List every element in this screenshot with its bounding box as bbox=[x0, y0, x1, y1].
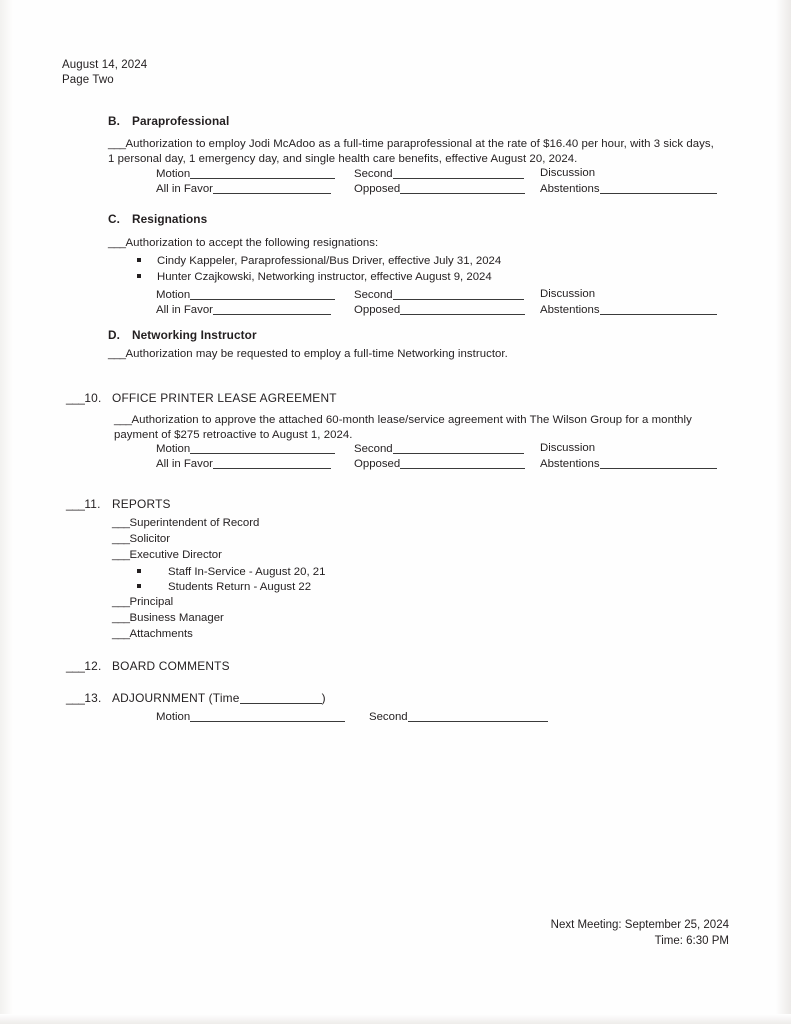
header-date: August 14, 2024 bbox=[62, 59, 148, 71]
motion-row-2 bbox=[156, 457, 718, 472]
agenda-item-13 bbox=[66, 691, 326, 705]
agenda-item-12 bbox=[66, 659, 230, 673]
abstentions-rule[interactable] bbox=[600, 303, 717, 315]
square-bullet-icon bbox=[137, 258, 141, 262]
abstentions-label: Abstentions bbox=[540, 304, 600, 316]
opposed-wrap bbox=[354, 303, 525, 316]
section-c-bullet-2: Hunter Czajkowski, Networking instructor, effective August 9, 2024 bbox=[157, 271, 492, 283]
opposed-label: Opposed bbox=[354, 304, 401, 316]
second-label-wrap bbox=[354, 167, 524, 180]
agenda-item-11 bbox=[66, 497, 171, 511]
agenda-item-13-title-suffix: ) bbox=[321, 691, 326, 705]
report-blank-line[interactable]: ___ bbox=[112, 628, 130, 640]
abstentions-rule[interactable] bbox=[600, 182, 717, 194]
report-blank-line[interactable]: ___ bbox=[112, 549, 130, 561]
abstentions-rule[interactable] bbox=[600, 457, 717, 469]
item-10-blank-line[interactable]: ___ bbox=[114, 414, 132, 426]
report-item-principal bbox=[112, 596, 173, 608]
next-meeting-text: Next Meeting: September 25, 2024 bbox=[550, 919, 729, 931]
opposed-rule[interactable] bbox=[400, 303, 525, 315]
section-b-blank-line[interactable]: ___ bbox=[108, 138, 126, 150]
list-item bbox=[137, 254, 501, 270]
abstentions-wrap bbox=[540, 303, 717, 316]
motion-label: Motion bbox=[156, 711, 191, 723]
all-in-favor-label: All in Favor bbox=[156, 458, 213, 470]
opposed-rule[interactable] bbox=[400, 457, 525, 469]
report-item-label: Superintendent of Record bbox=[129, 517, 260, 529]
motion-label: Motion bbox=[156, 168, 191, 180]
document-footer bbox=[551, 918, 729, 949]
opposed-wrap bbox=[354, 182, 525, 195]
abstentions-wrap bbox=[540, 182, 717, 195]
all-in-favor-label: All in Favor bbox=[156, 304, 213, 316]
section-b-motion-block bbox=[156, 167, 718, 197]
all-in-favor-label: All in Favor bbox=[156, 183, 213, 195]
report-item-label: Business Manager bbox=[129, 612, 224, 624]
report-item-solicitor bbox=[112, 533, 170, 545]
report-item-label: Executive Director bbox=[129, 549, 222, 561]
list-item bbox=[137, 580, 311, 596]
second-rule[interactable] bbox=[393, 442, 524, 454]
report-blank-line[interactable]: ___ bbox=[112, 612, 130, 624]
section-c-heading bbox=[108, 212, 207, 226]
abstentions-wrap bbox=[540, 457, 717, 470]
motion-label-wrap bbox=[156, 442, 335, 455]
agenda-item-12-number: ___12. bbox=[66, 659, 102, 673]
all-in-favor-wrap bbox=[156, 303, 331, 316]
report-item-attachments bbox=[112, 628, 193, 640]
discussion-label: Discussion bbox=[540, 288, 596, 300]
second-label: Second bbox=[369, 711, 408, 723]
section-b-title: Paraprofessional bbox=[132, 114, 230, 128]
agenda-item-10-authorization-text: Authorization to approve the attached 60-month lease/service agreement with The Wilson Group for a monthly payment of $275 retroactive to August 1, 2024. bbox=[114, 414, 692, 442]
square-bullet-icon bbox=[137, 274, 141, 278]
section-d-title: Networking Instructor bbox=[132, 328, 257, 342]
motion-rule[interactable] bbox=[190, 288, 335, 300]
motion-rule[interactable] bbox=[190, 167, 335, 179]
second-label: Second bbox=[354, 168, 393, 180]
motion-rule[interactable] bbox=[190, 710, 345, 722]
square-bullet-icon bbox=[137, 584, 141, 588]
second-label: Second bbox=[354, 443, 393, 455]
agenda-item-13-title: ADJOURNMENT (Time bbox=[112, 691, 240, 705]
section-b-letter: B. bbox=[108, 114, 120, 128]
section-c-blank-line[interactable]: ___ bbox=[108, 237, 126, 249]
motion-label-wrap bbox=[156, 167, 335, 180]
motion-row-1 bbox=[156, 710, 718, 725]
motion-rule[interactable] bbox=[190, 442, 335, 454]
square-bullet-icon bbox=[137, 569, 141, 573]
report-item-label: Solicitor bbox=[129, 533, 171, 545]
agenda-item-10-number: ___10. bbox=[66, 391, 102, 405]
discussion-label: Discussion bbox=[540, 442, 596, 454]
section-c-letter: C. bbox=[108, 212, 120, 226]
section-d-heading bbox=[108, 328, 257, 342]
report-item-business-manager bbox=[112, 612, 224, 624]
motion-row-1 bbox=[156, 442, 718, 457]
second-label-wrap bbox=[354, 442, 524, 455]
exec-director-bullet-1: Staff In-Service - August 20, 21 bbox=[168, 566, 326, 578]
section-c-authorization bbox=[108, 236, 718, 251]
all-in-favor-rule[interactable] bbox=[213, 457, 331, 469]
section-d-letter: D. bbox=[108, 328, 120, 342]
all-in-favor-rule[interactable] bbox=[213, 303, 331, 315]
report-blank-line[interactable]: ___ bbox=[112, 533, 130, 545]
abstentions-label: Abstentions bbox=[540, 458, 600, 470]
section-b-heading bbox=[108, 114, 229, 128]
all-in-favor-rule[interactable] bbox=[213, 182, 331, 194]
all-in-favor-wrap bbox=[156, 182, 331, 195]
section-c-title: Resignations bbox=[132, 212, 208, 226]
section-d-blank-line[interactable]: ___ bbox=[108, 348, 126, 360]
next-meeting-time: Time: 6:30 PM bbox=[654, 934, 729, 947]
agenda-item-10-motion-block bbox=[156, 442, 718, 472]
agenda-item-10-authorization bbox=[114, 413, 714, 443]
motion-row-1 bbox=[156, 167, 718, 182]
motion-label-wrap bbox=[156, 710, 345, 723]
motion-label: Motion bbox=[156, 443, 191, 455]
agenda-item-10-title: OFFICE PRINTER LEASE AGREEMENT bbox=[112, 391, 337, 405]
motion-row-1 bbox=[156, 288, 718, 303]
second-rule[interactable] bbox=[393, 167, 524, 179]
section-c-bullet-1: Cindy Kappeler, Paraprofessional/Bus Driver, effective July 31, 2024 bbox=[157, 255, 502, 267]
section-c-motion-block bbox=[156, 288, 718, 318]
agenda-item-13-number: ___13. bbox=[66, 691, 102, 705]
section-d-authorization bbox=[108, 347, 718, 362]
report-blank-line[interactable]: ___ bbox=[112, 596, 130, 608]
report-item-executive-director bbox=[112, 549, 222, 561]
agenda-item-11-number: ___11. bbox=[66, 497, 101, 511]
motion-label: Motion bbox=[156, 289, 191, 301]
section-b-authorization-text: Authorization to employ Jodi McAdoo as a full-time paraprofessional at the rate of $16.40 per hour, with 3 sick days, 1 personal day, 1 emergency day, and single health care benefits, effective August 20, 2024. bbox=[108, 138, 714, 166]
agenda-item-12-title: BOARD COMMENTS bbox=[112, 659, 230, 673]
report-item-label: Principal bbox=[129, 596, 174, 608]
adjournment-time-rule[interactable] bbox=[240, 692, 322, 704]
opposed-wrap bbox=[354, 457, 525, 470]
opposed-label: Opposed bbox=[354, 183, 401, 195]
second-label: Second bbox=[354, 289, 393, 301]
agenda-item-10 bbox=[66, 391, 337, 405]
opposed-label: Opposed bbox=[354, 458, 401, 470]
list-item bbox=[137, 270, 492, 286]
report-item-label: Attachments bbox=[129, 628, 193, 640]
motion-label-wrap bbox=[156, 288, 335, 301]
exec-director-bullet-2: Students Return - August 22 bbox=[168, 581, 312, 593]
motion-row-2 bbox=[156, 182, 718, 197]
second-rule[interactable] bbox=[408, 710, 548, 722]
section-d-authorization-text: Authorization may be requested to employ a full-time Networking instructor. bbox=[125, 348, 508, 360]
agenda-item-13-motion-block bbox=[156, 710, 718, 725]
list-item bbox=[137, 565, 325, 581]
report-blank-line[interactable]: ___ bbox=[112, 517, 130, 529]
agenda-item-11-title: REPORTS bbox=[112, 497, 171, 511]
second-rule[interactable] bbox=[393, 288, 524, 300]
document-header bbox=[62, 58, 147, 87]
discussion-label: Discussion bbox=[540, 167, 596, 179]
opposed-rule[interactable] bbox=[400, 182, 525, 194]
second-label-wrap bbox=[354, 288, 524, 301]
section-b-authorization bbox=[108, 137, 718, 167]
abstentions-label: Abstentions bbox=[540, 183, 600, 195]
report-item-superintendent bbox=[112, 517, 259, 529]
motion-row-2 bbox=[156, 303, 718, 318]
section-c-authorization-text: Authorization to accept the following resignations: bbox=[125, 237, 379, 249]
second-label-wrap bbox=[369, 710, 548, 723]
all-in-favor-wrap bbox=[156, 457, 331, 470]
header-page-label: Page Two bbox=[62, 73, 114, 86]
